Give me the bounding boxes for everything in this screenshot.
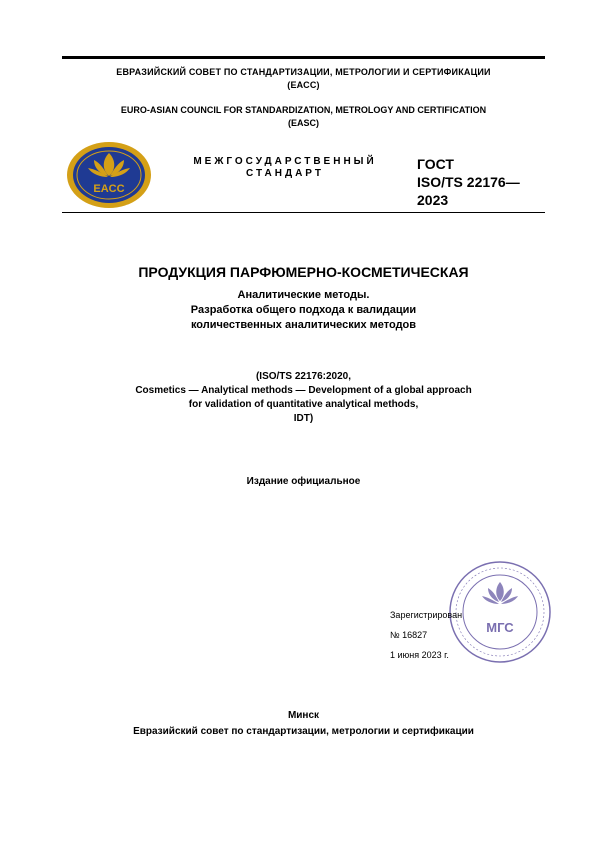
- subtitle-line2: Разработка общего подхода к валидации: [190, 304, 417, 316]
- subtitle-line3: количественных аналитических методов: [190, 319, 417, 331]
- stamp-label: МГС: [486, 620, 514, 635]
- standard-code-line2: ISO/TS 22176—: [417, 174, 520, 190]
- council-name-ru-text: ЕВРАЗИЙСКИЙ СОВЕТ ПО СТАНДАРТИЗАЦИИ, МЕТРОЛОГИИ И СЕРТИФИКАЦИИ: [116, 67, 491, 77]
- council-abbr-ru: (ЕАСС): [287, 80, 320, 90]
- logo-label: EACC: [93, 183, 125, 195]
- intl-ref-line4: IDT): [293, 413, 314, 424]
- registration-number: № 16827: [390, 630, 428, 640]
- edition-label: Издание официальное: [246, 476, 361, 487]
- document-title: ПРОДУКЦИЯ ПАРФЮМЕРНО-КОСМЕТИЧЕСКАЯ: [138, 264, 469, 280]
- publisher-name: Евразийский совет по стандартизации, метрологии и сертификации: [133, 726, 474, 737]
- intl-ref-line2: Cosmetics — Analytical methods — Development of a global approach: [135, 385, 472, 396]
- standard-type-line2: СТАНДАРТ: [246, 168, 324, 179]
- council-name-en: [62, 104, 545, 130]
- top-rule: [62, 56, 545, 59]
- standard-code: [417, 155, 520, 209]
- standard-type: [180, 156, 390, 180]
- subtitle-line1: Аналитические методы.: [237, 289, 370, 301]
- standard-code-line3: 2023: [417, 192, 449, 208]
- publication-city: Минск: [287, 710, 320, 721]
- council-name-en-text: EURO-ASIAN COUNCIL FOR STANDARDIZATION, METROLOGY AND CERTIFICATION: [120, 105, 487, 115]
- registration-label: Зарегистрирован: [390, 610, 463, 620]
- intl-ref-line1: (ISO/TS 22176:2020,: [255, 371, 352, 382]
- intl-ref-line3: for validation of quantitative analytical methods,: [188, 399, 419, 410]
- header-bottom-rule: [62, 212, 545, 213]
- document-subtitle: [62, 288, 545, 333]
- mgs-stamp-icon: [448, 560, 552, 664]
- easc-logo-icon: [64, 140, 154, 210]
- registration-date: 1 июня 2023 г.: [390, 650, 449, 660]
- council-abbr-en: (EASC): [288, 118, 319, 128]
- standard-type-line1: МЕЖГОСУДАРСТВЕННЫЙ: [193, 156, 377, 167]
- international-reference: [62, 370, 545, 426]
- standard-code-line1: ГОСТ: [417, 156, 454, 172]
- council-name-ru: [62, 66, 545, 92]
